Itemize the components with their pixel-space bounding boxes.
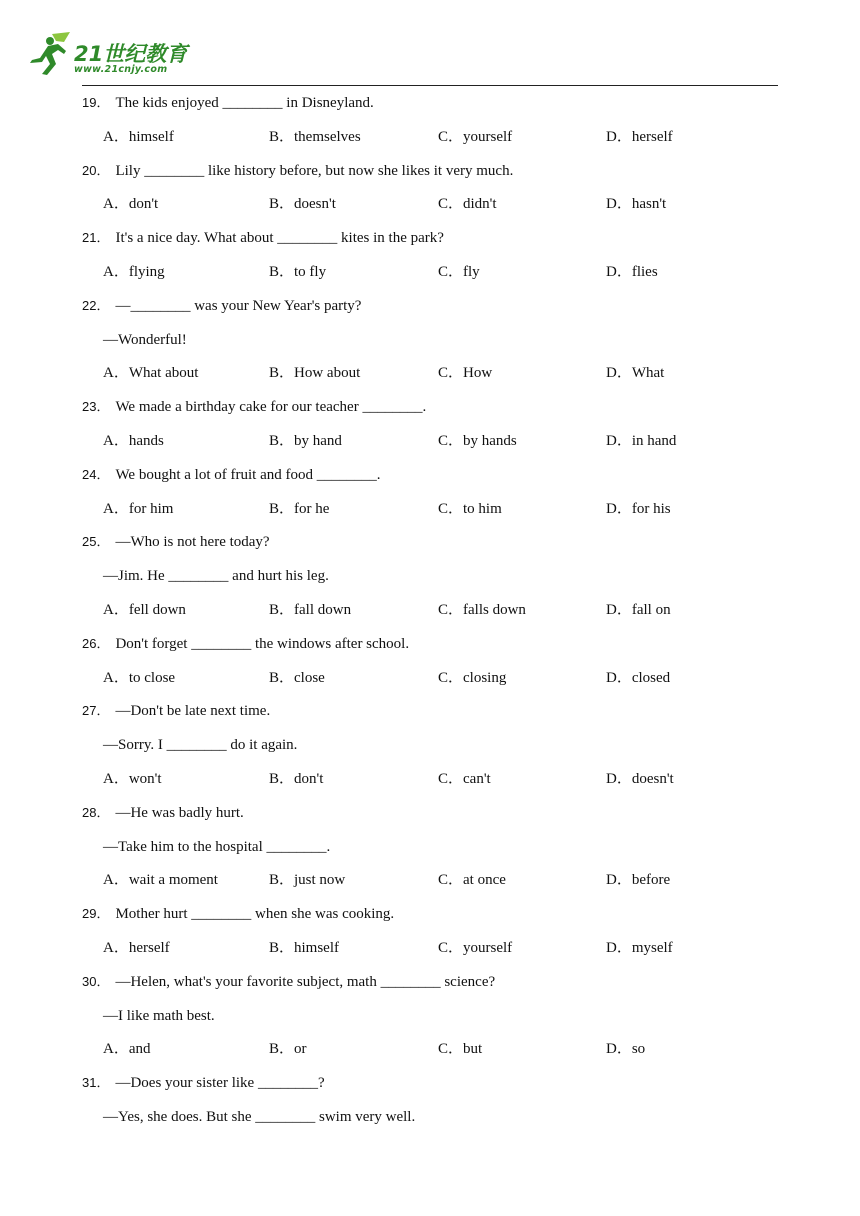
header-divider <box>82 85 778 86</box>
question-list <box>82 92 782 1140</box>
option-d[interactable]: D．flies <box>606 263 658 280</box>
options-row <box>82 937 782 971</box>
question-number: 20． <box>82 162 110 178</box>
option-c[interactable]: C．How <box>438 365 493 382</box>
question-stem <box>82 227 782 261</box>
question-stem <box>82 160 782 194</box>
logo-url: www.21cnjy.com <box>74 64 168 75</box>
question-item <box>82 633 782 701</box>
question-text: —He was badly hurt. <box>115 804 244 821</box>
options-row <box>82 126 782 160</box>
question-text: —Don't be late next time. <box>115 703 271 720</box>
question-item <box>82 160 782 228</box>
option-a[interactable]: A．herself <box>103 939 170 956</box>
option-b[interactable]: B．to fly <box>269 263 327 280</box>
logo-text: 21世纪教育 <box>74 42 188 66</box>
dialogue-line: —Take him to the hospital ________. <box>103 838 331 855</box>
option-a[interactable]: A．fell down <box>103 601 186 618</box>
option-c[interactable]: C．didn't <box>438 196 497 213</box>
question-stem <box>82 92 782 126</box>
option-d[interactable]: D．herself <box>606 128 673 145</box>
question-item <box>82 295 782 396</box>
option-d[interactable]: D．in hand <box>606 432 677 449</box>
option-a[interactable]: A．for him <box>103 500 174 517</box>
question-number: 26． <box>82 635 110 651</box>
page-header <box>0 0 860 88</box>
option-d[interactable]: D．What <box>606 365 665 382</box>
option-b[interactable]: B．fall down <box>269 601 352 618</box>
option-d[interactable]: D．closed <box>606 669 671 686</box>
option-a[interactable]: A．don't <box>103 196 159 213</box>
options-row <box>82 869 782 903</box>
option-c[interactable]: C．fly <box>438 263 480 280</box>
option-a[interactable]: A．flying <box>103 263 165 280</box>
question-item <box>82 903 782 971</box>
question-text: Lily ________ like history before, but now she likes it very much. <box>115 162 514 179</box>
option-c[interactable]: C．to him <box>438 500 502 517</box>
options-row <box>82 1038 782 1072</box>
option-b[interactable]: B．don't <box>269 770 324 787</box>
question-stem <box>82 700 782 734</box>
question-item <box>82 802 782 903</box>
option-c[interactable]: C．by hands <box>438 432 517 449</box>
option-c[interactable]: C．at once <box>438 872 506 889</box>
option-a[interactable]: A．to close <box>103 669 176 686</box>
question-text: Don't forget ________ the windows after school. <box>115 635 410 652</box>
question-number: 25． <box>82 534 110 550</box>
question-stem <box>82 802 782 836</box>
question-number: 27． <box>82 703 110 719</box>
option-d[interactable]: D．for his <box>606 500 671 517</box>
option-a[interactable]: A．wait a moment <box>103 872 218 889</box>
question-number: 21． <box>82 230 110 246</box>
options-row <box>82 667 782 701</box>
options-row <box>82 599 782 633</box>
option-d[interactable]: D．before <box>606 872 671 889</box>
options-row <box>82 768 782 802</box>
site-logo <box>26 28 196 80</box>
options-row <box>82 498 782 532</box>
option-c[interactable]: C．closing <box>438 669 507 686</box>
options-row <box>82 261 782 295</box>
question-number: 28． <box>82 804 110 820</box>
question-text: The kids enjoyed ________ in Disneyland. <box>115 95 374 111</box>
option-b[interactable]: B．for he <box>269 500 330 517</box>
dialogue-line: —Yes, she does. But she ________ swim very well. <box>103 1108 416 1125</box>
question-item <box>82 971 782 1072</box>
option-d[interactable]: D．so <box>606 1041 646 1058</box>
question-text: —________ was your New Year's party? <box>115 297 362 314</box>
question-item <box>82 531 782 632</box>
option-d[interactable]: D．fall on <box>606 601 671 618</box>
option-a[interactable]: A．won't <box>103 770 162 787</box>
option-a[interactable]: A．himself <box>103 128 174 145</box>
question-stem <box>82 903 782 937</box>
question-text: We bought a lot of fruit and food ________. <box>115 466 381 483</box>
option-d[interactable]: D．hasn't <box>606 196 667 213</box>
options-row <box>82 430 782 464</box>
option-d[interactable]: D．doesn't <box>606 770 674 787</box>
options-row <box>82 362 782 396</box>
question-stem <box>82 531 782 565</box>
question-text: —Who is not here today? <box>115 534 270 551</box>
question-text: Mother hurt ________ when she was cooking. <box>115 906 395 923</box>
question-item <box>82 396 782 464</box>
question-stem <box>82 396 782 430</box>
question-stem <box>82 464 782 498</box>
question-text: —Does your sister like ________? <box>115 1075 325 1092</box>
dialogue-line: —Wonderful! <box>103 331 187 348</box>
runner-logo-icon <box>26 32 74 78</box>
option-a[interactable]: A．What about <box>103 365 199 382</box>
question-number: 30． <box>82 973 110 989</box>
question-item <box>82 1072 782 1140</box>
options-row <box>82 193 782 227</box>
option-c[interactable]: C．falls down <box>438 601 526 618</box>
dialogue-line: —I like math best. <box>103 1007 215 1024</box>
question-text: —Helen, what's your favorite subject, math ________ science? <box>115 973 496 990</box>
question-number: 31． <box>82 1075 110 1091</box>
option-c[interactable]: C．yourself <box>438 939 513 956</box>
option-a[interactable]: A．hands <box>103 432 164 449</box>
option-b[interactable]: B．himself <box>269 939 339 956</box>
option-d[interactable]: D．myself <box>606 939 673 956</box>
option-b[interactable]: B．close <box>269 669 325 686</box>
dialogue-line: —Sorry. I ________ do it again. <box>103 737 298 754</box>
option-b[interactable]: B．just now <box>269 872 346 889</box>
question-number: 22． <box>82 297 110 313</box>
option-c[interactable]: C．yourself <box>438 128 513 145</box>
question-text: It's a nice day. What about ________ kites in the park? <box>115 230 444 247</box>
option-c[interactable]: C．but <box>438 1041 483 1058</box>
question-stem <box>82 295 782 329</box>
question-text: We made a birthday cake for our teacher ________. <box>115 399 427 416</box>
dialogue-line: —Jim. He ________ and hurt his leg. <box>103 568 329 585</box>
question-number: 19． <box>82 95 110 110</box>
question-number: 23． <box>82 399 110 415</box>
question-item <box>82 227 782 295</box>
question-stem <box>82 1072 782 1106</box>
option-b[interactable]: B．doesn't <box>269 196 336 213</box>
question-item <box>82 92 782 160</box>
question-stem <box>82 633 782 667</box>
question-number: 29． <box>82 906 110 922</box>
option-b[interactable]: B．How about <box>269 365 361 382</box>
question-item <box>82 464 782 532</box>
option-b[interactable]: B．themselves <box>269 128 361 145</box>
option-c[interactable]: C．can't <box>438 770 491 787</box>
question-number: 24． <box>82 466 110 482</box>
option-a[interactable]: A．and <box>103 1041 151 1058</box>
option-b[interactable]: B．by hand <box>269 432 342 449</box>
question-stem <box>82 971 782 1005</box>
option-b[interactable]: B．or <box>269 1041 307 1058</box>
question-item <box>82 700 782 801</box>
